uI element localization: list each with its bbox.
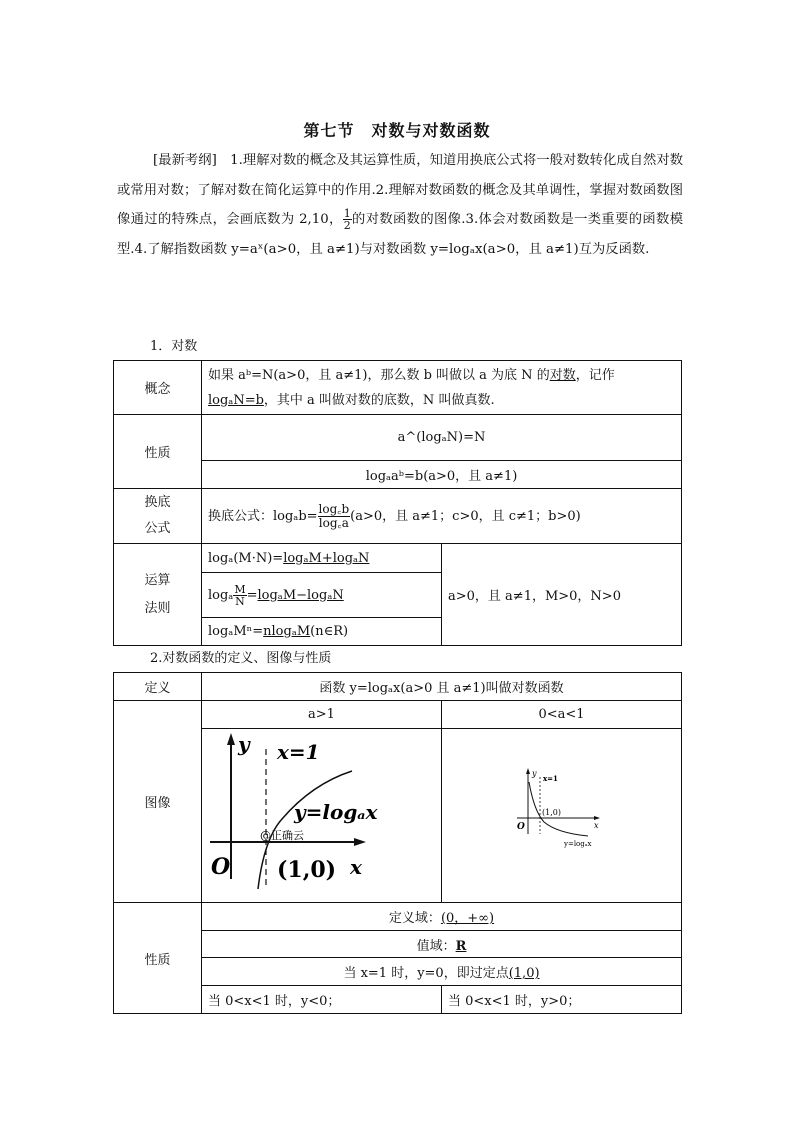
rule-text: (n∈R) [310,624,349,639]
graph-increasing [202,729,442,898]
range-label: 值域： [416,938,456,954]
label-line: 公式 [144,521,171,536]
formula-text: 换底公式：logₐb= [208,508,318,524]
graph-label: 图像 [114,701,202,903]
rule-fraction [233,584,246,607]
rule-text: logₐ(M·N)= [208,550,284,566]
x-label: x [594,821,599,830]
origin-label: O [211,854,231,880]
intro-text-1: [最新考纲] 1.理解对数的概念及其运算性质，知道用换底公式将一般对数转化成自然对数或常用对数；了解对数在简化运算中的作用.2.理解对数函数的概念及其单调性，掌握对数函数图像通过的特殊点，会画底数为 2,10， [117,153,683,227]
range-row [202,931,682,958]
concept-label: 概念 [114,361,202,415]
fixed-point-value: (1,0) [508,966,540,981]
y-arrow-icon [526,768,530,774]
syllabus-paragraph [117,146,683,264]
concept-notation: logₐN=b [208,392,264,408]
fraction-denominator: log꜀a [318,515,349,530]
concept-text: ，记作 [575,367,615,383]
fraction-numerator: log꜀b [318,501,350,516]
log-function-table [113,672,682,1014]
x-arrow-icon [354,838,366,846]
definition-label: 定义 [114,673,202,701]
rule-answer: nlogₐM [263,624,311,639]
definition-text: 函数 y=logₐx(a>0 且 a≠1)叫做对数函数 [202,673,682,701]
formula-conditions: (a>0，且 a≠1；c>0，且 c≠1；b>0) [350,508,581,524]
property-label: 性质 [114,415,202,489]
x-arrow-icon [594,816,600,820]
domain-value: (0，+∞) [440,911,495,926]
fraction-numerator: M [234,582,246,596]
rules-conditions: a>0，且 a≠1，M>0，N>0 [442,544,682,646]
case-a-greater-1: a>1 [202,701,442,729]
fraction-denominator: 2 [343,219,351,232]
rule-quotient: logₐ $\frac{M}{N}$ =logₐM−logₐN [202,573,442,618]
watermark: @正确云 [260,829,304,842]
domain-label: 定义域： [388,911,441,926]
rules-label [114,544,202,646]
graph-decreasing [442,729,682,898]
x-label: x [350,855,362,879]
graph-increasing-cell [202,729,442,903]
property-identity-1: a^(logₐN)=N [202,415,682,461]
sign-case-1: 当 0<x<1 时，y<0； [202,986,442,1014]
rule-answer: logₐM+logₐN [283,550,370,566]
concept-text: ，其中 a 叫做对数的底数，N 叫做真数. [263,392,495,408]
rule-answer: logₐM−logₐN [257,587,344,603]
range-value: R [455,938,467,954]
sign-case-2: 当 0<x<1 时，y>0； [442,986,682,1014]
intro-text-2: 的对数函数的图像.3.体会对数函数是一类重要的函数模型.4.了解指数函数 y=aˣ(a>0，且 a≠1)与对数函数 y=logₐx(a>0，且 a≠1)互为反函数. [117,212,683,257]
property-identity-2: logₐaᵇ=b(a>0，且 a≠1) [202,461,682,489]
fraction-one-half [343,208,352,231]
logarithm-table [113,360,682,646]
graph-decreasing-cell [442,729,682,903]
case-a-between-0-1: 0<a<1 [442,701,682,729]
domain-row [202,903,682,931]
point-label: (1,0) [542,808,561,817]
fixed-point-text: 当 x=1 时，y=0，即过定点 [343,966,509,981]
y-label: y [238,732,250,756]
y-label: y [532,769,537,778]
rule-product [202,544,442,573]
concept-cell [202,361,682,415]
curve-label: y=logₐx [564,840,592,848]
y-arrow-icon [227,733,235,745]
section-heading-log-function: 2.对数函数的定义、图像与性质 [150,651,332,666]
fraction-numerator: 1 [343,207,351,220]
asymptote-label: x=1 [543,774,558,783]
curve-label: y=logₐx [294,800,378,824]
properties-label: 性质 [114,903,202,1014]
label-line: 运算 [144,572,171,588]
formula-fraction [318,503,351,530]
asymptote-label: x=1 [277,740,320,764]
rule-text: logₐ [208,587,234,603]
concept-term: 对数 [549,367,576,383]
origin-label: O [517,822,525,832]
fixed-point-row [202,958,682,986]
rule-power [202,618,442,646]
change-of-base-formula [202,489,682,544]
rule-text: logₐMⁿ= [208,624,264,639]
section-heading-logarithm: 1．对数 [150,339,198,354]
concept-text: 如果 aᵇ=N(a>0，且 a≠1)，那么数 b 叫做以 a 为底 N 的 [208,367,550,383]
point-label: (1,0) [277,857,337,883]
label-line: 法则 [144,600,171,616]
label-line: 换底 [144,495,171,510]
fraction-denominator: N [235,594,245,608]
change-of-base-label [114,489,202,544]
page-title: 第七节 对数与对数函数 [303,121,491,140]
